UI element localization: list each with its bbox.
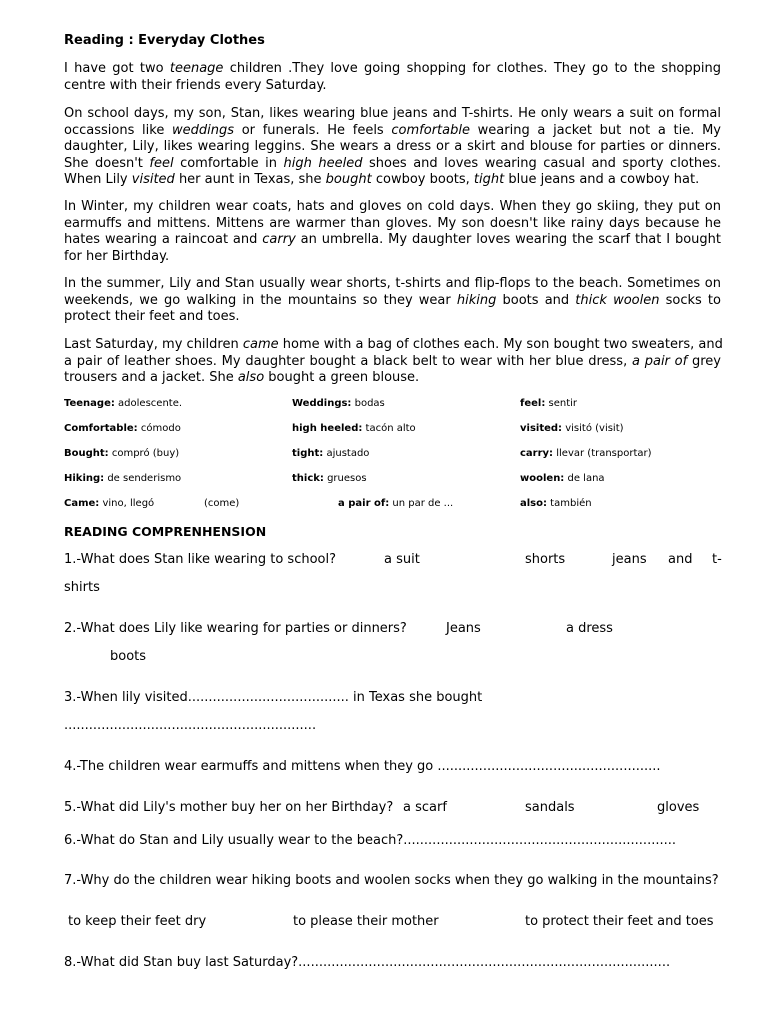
vocabulary-term: Bought: bbox=[64, 448, 109, 459]
answer-option: and bbox=[668, 552, 693, 567]
paragraph-line: protect their feet and toes. bbox=[64, 309, 240, 324]
vocabulary-row bbox=[64, 498, 722, 512]
vocabulary-item: thick: gruesos bbox=[292, 473, 367, 484]
vocabulary-term: a pair of: bbox=[338, 498, 390, 509]
question-text: 2.-What does Lily like wearing for parties or dinners? bbox=[64, 621, 407, 636]
question-text: 3.-When lily visited....................................... in Texas she bought bbox=[64, 690, 483, 705]
answer-option: a scarf bbox=[403, 800, 447, 815]
paragraph-line: I have got two teenage children .They love going shopping for clothes. They go to the shopping bbox=[64, 61, 721, 76]
paragraph bbox=[64, 276, 721, 326]
vocabulary-item: tight: ajustado bbox=[292, 448, 370, 459]
vocabulary-item: also: también bbox=[520, 498, 592, 509]
paragraph bbox=[64, 337, 721, 387]
vocabulary-item: carry: llevar (transportar) bbox=[520, 448, 652, 459]
question-text: ............................................................. bbox=[64, 718, 317, 733]
paragraph-line: hates wearing a raincoat and carry an umbrella. My daughter loves wearing the scarf that I bought bbox=[64, 232, 721, 247]
paragraph bbox=[64, 106, 721, 189]
vocabulary-item: visited: visitó (visit) bbox=[520, 423, 624, 434]
vocabulary-term: feel: bbox=[520, 398, 546, 409]
paragraph-line: When Lily visited her aunt in Texas, she bought cowboy boots, tight blue jeans and a cowboy hat. bbox=[64, 172, 700, 187]
paragraph-line: centre with their friends every Saturday. bbox=[64, 77, 327, 93]
answer-option: a dress bbox=[566, 621, 613, 636]
paragraph-line: earmuffs and mittens. Mittens are warmer than gloves. My son doesn't like rainy days because he bbox=[64, 215, 721, 231]
vocabulary-item: a pair of: un par de ... bbox=[338, 498, 454, 509]
page-title: Reading : Everyday Clothes bbox=[64, 33, 265, 48]
vocabulary-term: Comfortable: bbox=[64, 423, 138, 434]
vocabulary-term: visited: bbox=[520, 423, 563, 434]
question-text: 5.-What did Lily's mother buy her on her Birthday? bbox=[64, 800, 394, 815]
vocabulary-term: Hiking: bbox=[64, 473, 105, 484]
vocabulary-item: woolen: de lana bbox=[520, 473, 605, 484]
paragraph bbox=[64, 61, 721, 94]
vocabulary-item: Comfortable: cómodo bbox=[64, 423, 181, 434]
answer-option: gloves bbox=[657, 800, 700, 815]
vocabulary-row bbox=[64, 398, 722, 412]
answer-option: shirts bbox=[64, 580, 100, 595]
question-text: 8.-What did Stan buy last Saturday?.......................................................................................... bbox=[64, 955, 671, 970]
question-text: 4.-The children wear earmuffs and mittens when they go ...................................................... bbox=[64, 759, 661, 774]
answer-option: a suit bbox=[384, 552, 420, 567]
vocabulary-item: Bought: compró (buy) bbox=[64, 448, 180, 459]
vocabulary-row bbox=[64, 473, 722, 487]
paragraph-line: a pair of leather shoes. My daughter bought a black belt to wear with her blue dress, a pair of grey bbox=[64, 353, 721, 369]
answer-option: t- bbox=[712, 552, 722, 567]
vocabulary-term: thick: bbox=[292, 473, 324, 484]
question-text: 7.-Why do the children wear hiking boots and woolen socks when they go walking in the mountains? bbox=[64, 873, 719, 888]
paragraph-line: for her Birthday. bbox=[64, 248, 170, 264]
paragraph-line: daughter, Lily, likes wearing leggins. She wears a dress or a skirt and blouse for parties or dinners. bbox=[64, 139, 721, 154]
vocabulary-item: Hiking: de senderismo bbox=[64, 473, 182, 484]
vocabulary-base-form: (come) bbox=[204, 498, 240, 509]
paragraph-line: On school days, my son, Stan, likes wearing blue jeans and T-shirts. He only wears a suit on formal bbox=[64, 106, 721, 121]
paragraph-line: occassions like weddings or funerals. He feels comfortable wearing a jacket but not a tie. My bbox=[64, 122, 721, 138]
paragraph-line: Last Saturday, my children came home with a bag of clothes each. My son bought two sweaters, and bbox=[64, 337, 723, 352]
vocabulary-term: woolen: bbox=[520, 473, 565, 484]
paragraph-line: In the summer, Lily and Stan usually wear shorts, t-shirts and flip-flops to the beach. Sometimes on bbox=[64, 276, 721, 291]
vocabulary-term: Teenage: bbox=[64, 398, 115, 409]
paragraph-line: In Winter, my children wear coats, hats and gloves on cold days. When they go skiing, they put on bbox=[64, 199, 721, 214]
vocabulary-term: Weddings: bbox=[292, 398, 352, 409]
vocabulary-term: tight: bbox=[292, 448, 324, 459]
question-text: 1.-What does Stan like wearing to school? bbox=[64, 552, 337, 567]
answer-option: jeans bbox=[612, 552, 647, 567]
answer-option: sandals bbox=[525, 800, 575, 815]
question-text: 6.-What do Stan and Lily usually wear to the beach?.................................................................. bbox=[64, 833, 676, 848]
vocabulary-item: Teenage: adolescente. bbox=[64, 398, 183, 409]
vocabulary-item: high heeled: tacón alto bbox=[292, 423, 416, 434]
answer-option: to please their mother bbox=[293, 914, 439, 929]
vocabulary-term: Came: bbox=[64, 498, 100, 509]
vocabulary-term: carry: bbox=[520, 448, 554, 459]
paragraph-line: She doesn't feel comfortable in high heeled shoes and loves wearing casual and sporty clothes. bbox=[64, 155, 721, 171]
answer-option: boots bbox=[110, 649, 147, 664]
vocabulary-row bbox=[64, 423, 722, 437]
paragraph-line: trousers and a jacket. She also bought a green blouse. bbox=[64, 370, 420, 385]
paragraph bbox=[64, 199, 721, 265]
vocabulary-term: also: bbox=[520, 498, 547, 509]
vocabulary-item: feel: sentir bbox=[520, 398, 578, 409]
answer-option: to protect their feet and toes bbox=[525, 914, 714, 929]
comprehension-heading: READING COMPRENHENSION bbox=[64, 524, 267, 539]
answer-option: shorts bbox=[525, 552, 566, 567]
vocabulary-item: Came: vino, llegó (come) bbox=[64, 498, 240, 509]
answer-option: Jeans bbox=[446, 621, 481, 636]
paragraph-line: weekends, we go walking in the mountains so they wear hiking boots and thick woolen socks to bbox=[64, 292, 721, 308]
vocabulary-item: Weddings: bodas bbox=[292, 398, 385, 409]
answer-option: to keep their feet dry bbox=[68, 914, 207, 929]
vocabulary-term: high heeled: bbox=[292, 423, 363, 434]
vocabulary-row bbox=[64, 448, 722, 462]
